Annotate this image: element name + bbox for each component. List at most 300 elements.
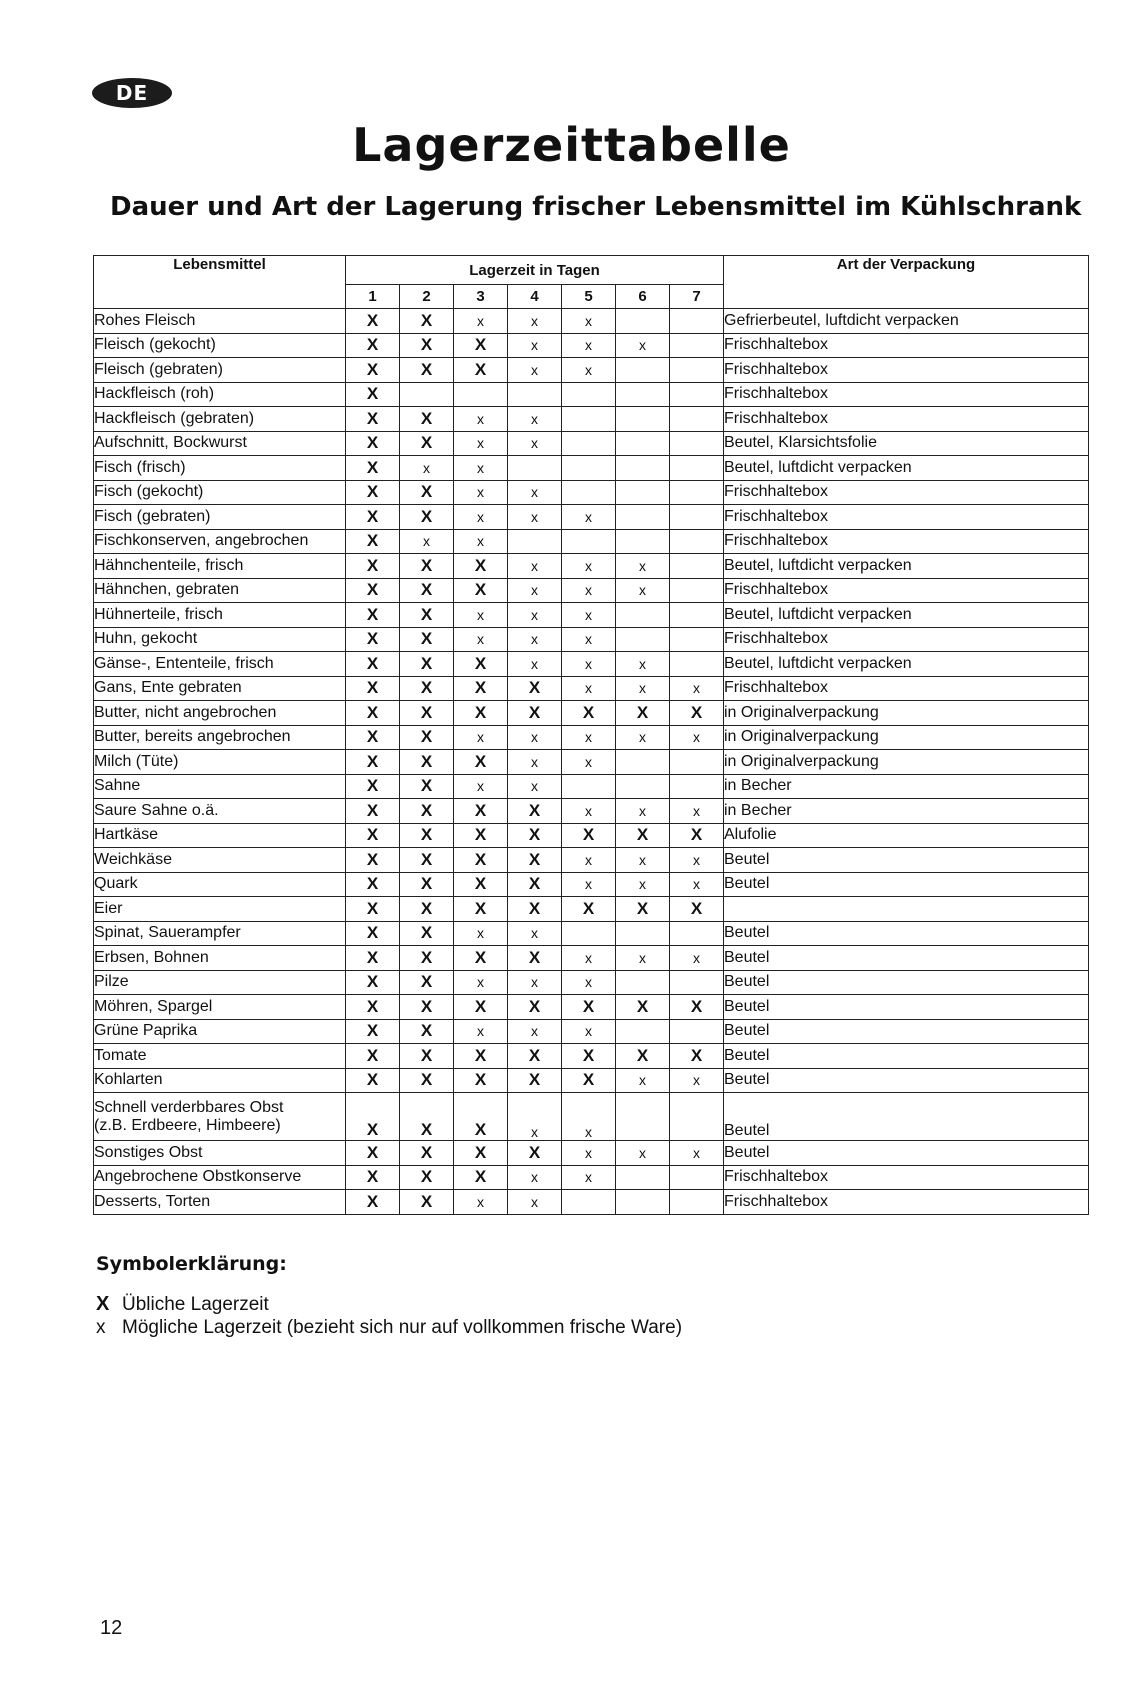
packaging-cell: Frischhaltebox [724, 578, 1089, 603]
packaging-cell: Beutel [724, 1044, 1089, 1069]
table-row [94, 774, 1089, 799]
food-cell [94, 1190, 346, 1215]
food-name: Möhren, Spargel [94, 997, 213, 1015]
mark-day-1: X [346, 799, 400, 824]
mark-day-6: x [616, 676, 670, 701]
packaging-cell: Frischhaltebox [724, 505, 1089, 530]
mark-day-7 [670, 456, 724, 481]
table-row [94, 505, 1089, 530]
table-row [94, 946, 1089, 971]
food-name: Sahne [94, 777, 141, 795]
mark-day-6: x [616, 946, 670, 971]
food-cell [94, 382, 346, 407]
mark-day-4: x [508, 333, 562, 358]
mark-day-3: X [454, 1044, 508, 1069]
mark-day-7: X [670, 897, 724, 922]
mark-day-1: X [346, 652, 400, 677]
food-name: Hähnchenteile, frisch [94, 556, 244, 574]
day-header: 5 [562, 285, 616, 309]
food-cell [94, 897, 346, 922]
food-name: Hartkäse [94, 826, 159, 844]
mark-day-3: X [454, 333, 508, 358]
mark-day-3: X [454, 848, 508, 873]
mark-day-4: X [508, 1068, 562, 1093]
mark-day-2: X [400, 1141, 454, 1166]
mark-day-7 [670, 382, 724, 407]
table-row [94, 456, 1089, 481]
mark-day-6: x [616, 554, 670, 579]
food-name: Angebrochene Obstkonserve [94, 1168, 302, 1186]
mark-day-1: X [346, 505, 400, 530]
mark-day-2: X [400, 431, 454, 456]
food-name: Weichkäse [94, 850, 172, 868]
table-row [94, 480, 1089, 505]
mark-day-3: X [454, 1093, 508, 1141]
mark-day-4: X [508, 823, 562, 848]
mark-day-2: X [400, 1019, 454, 1044]
mark-day-7: x [670, 848, 724, 873]
language-badge: DE [92, 78, 172, 108]
mark-day-6 [616, 431, 670, 456]
mark-day-7 [670, 505, 724, 530]
mark-day-5: x [562, 309, 616, 334]
mark-day-6 [616, 456, 670, 481]
mark-day-3: X [454, 1068, 508, 1093]
column-header-packaging: Art der Verpackung [724, 256, 1089, 309]
legend-text: Mögliche Lagerzeit (bezieht sich nur auf vollkommen frische Ware) [122, 1317, 683, 1338]
mark-day-5: x [562, 1165, 616, 1190]
mark-day-7 [670, 431, 724, 456]
food-name: Rohes Fleisch [94, 311, 196, 329]
mark-day-7: x [670, 1068, 724, 1093]
food-name: Spinat, Sauerampfer [94, 924, 241, 942]
mark-day-4: x [508, 309, 562, 334]
mark-day-4: x [508, 505, 562, 530]
mark-day-6: x [616, 799, 670, 824]
food-cell [94, 848, 346, 873]
mark-day-4: x [508, 921, 562, 946]
food-name: Aufschnitt, Bockwurst [94, 434, 247, 452]
food-cell [94, 725, 346, 750]
food-name: Gans, Ente gebraten [94, 679, 242, 697]
mark-day-1: X [346, 897, 400, 922]
packaging-cell: Beutel, luftdicht verpacken [724, 603, 1089, 628]
packaging-cell [724, 897, 1089, 922]
mark-day-5: x [562, 603, 616, 628]
mark-day-3: x [454, 603, 508, 628]
mark-day-5: x [562, 333, 616, 358]
mark-day-4: x [508, 750, 562, 775]
packaging-cell: Beutel [724, 848, 1089, 873]
mark-day-2: X [400, 799, 454, 824]
food-cell [94, 333, 346, 358]
mark-day-3: x [454, 725, 508, 750]
table-row [94, 603, 1089, 628]
mark-day-7 [670, 603, 724, 628]
food-name: Fisch (frisch) [94, 458, 186, 476]
packaging-cell: Frischhaltebox [724, 333, 1089, 358]
mark-day-7 [670, 750, 724, 775]
table-row [94, 333, 1089, 358]
mark-day-4: x [508, 652, 562, 677]
mark-day-1: X [346, 1019, 400, 1044]
mark-day-2: X [400, 823, 454, 848]
mark-day-1: X [346, 946, 400, 971]
food-name: Butter, nicht angebrochen [94, 703, 277, 721]
food-name: Eier [94, 899, 123, 917]
mark-day-1: X [346, 701, 400, 726]
mark-day-5: x [562, 554, 616, 579]
mark-day-7 [670, 554, 724, 579]
mark-day-7 [670, 921, 724, 946]
food-cell [94, 431, 346, 456]
mark-day-2: X [400, 774, 454, 799]
mark-day-2: x [400, 529, 454, 554]
table-row [94, 407, 1089, 432]
table-row [94, 358, 1089, 383]
food-name: Milch (Tüte) [94, 752, 179, 770]
mark-day-2: X [400, 1068, 454, 1093]
packaging-cell: Alufolie [724, 823, 1089, 848]
mark-day-1: X [346, 970, 400, 995]
table-row [94, 1165, 1089, 1190]
mark-day-6: X [616, 823, 670, 848]
mark-day-1: X [346, 382, 400, 407]
food-name: Sonstiges Obst [94, 1143, 203, 1161]
mark-day-7: x [670, 872, 724, 897]
mark-day-3: X [454, 897, 508, 922]
mark-day-3: X [454, 799, 508, 824]
packaging-cell: Beutel [724, 995, 1089, 1020]
table-row [94, 1190, 1089, 1215]
mark-day-2: X [400, 333, 454, 358]
mark-day-3: x [454, 1019, 508, 1044]
mark-day-6 [616, 774, 670, 799]
packaging-cell: Frischhaltebox [724, 382, 1089, 407]
packaging-cell: in Originalverpackung [724, 725, 1089, 750]
mark-day-4: x [508, 554, 562, 579]
mark-day-3: x [454, 774, 508, 799]
mark-day-5: x [562, 1019, 616, 1044]
table-row [94, 382, 1089, 407]
mark-day-3: X [454, 358, 508, 383]
mark-day-2: X [400, 1044, 454, 1069]
day-header: 2 [400, 285, 454, 309]
mark-day-4: X [508, 676, 562, 701]
mark-day-5: x [562, 578, 616, 603]
food-cell [94, 970, 346, 995]
food-name: Saure Sahne o.ä. [94, 801, 219, 819]
packaging-cell: Frischhaltebox [724, 627, 1089, 652]
mark-day-7: x [670, 1141, 724, 1166]
day-header: 6 [616, 285, 670, 309]
mark-day-7: X [670, 823, 724, 848]
mark-day-2: X [400, 407, 454, 432]
mark-day-4: x [508, 1165, 562, 1190]
table-row [94, 725, 1089, 750]
mark-day-7 [670, 970, 724, 995]
packaging-cell: Beutel [724, 1093, 1089, 1141]
mark-day-6: X [616, 1044, 670, 1069]
mark-day-2: X [400, 652, 454, 677]
mark-day-4: x [508, 603, 562, 628]
mark-day-3: X [454, 578, 508, 603]
food-cell [94, 1141, 346, 1166]
food-cell [94, 505, 346, 530]
food-cell [94, 676, 346, 701]
food-cell [94, 407, 346, 432]
mark-day-4 [508, 529, 562, 554]
mark-day-1: X [346, 872, 400, 897]
packaging-cell: in Becher [724, 799, 1089, 824]
food-name: Gänse-, Ententeile, frisch [94, 654, 274, 672]
mark-day-1: X [346, 529, 400, 554]
mark-day-7: x [670, 725, 724, 750]
mark-day-1: X [346, 725, 400, 750]
food-name: Fisch (gekocht) [94, 483, 204, 501]
food-cell [94, 946, 346, 971]
mark-day-2: X [400, 1165, 454, 1190]
mark-day-3: X [454, 1165, 508, 1190]
mark-day-6: X [616, 701, 670, 726]
mark-day-6 [616, 750, 670, 775]
food-name: Hähnchen, gebraten [94, 581, 239, 599]
legend-text: Übliche Lagerzeit [122, 1294, 269, 1315]
mark-day-1: X [346, 676, 400, 701]
mark-day-2: x [400, 456, 454, 481]
table-row [94, 676, 1089, 701]
food-cell [94, 480, 346, 505]
food-name: Quark [94, 875, 138, 893]
packaging-cell: in Originalverpackung [724, 701, 1089, 726]
food-cell [94, 995, 346, 1020]
mark-day-1: X [346, 1190, 400, 1215]
page-subtitle: Dauer und Art der Lagerung frischer Lebensmittel im Kühlschrank [110, 192, 1082, 222]
mark-day-7 [670, 529, 724, 554]
mark-day-2: X [400, 946, 454, 971]
mark-day-1: X [346, 1068, 400, 1093]
mark-day-7 [670, 774, 724, 799]
mark-day-4 [508, 382, 562, 407]
legend-symbol: x [96, 1317, 106, 1338]
mark-day-2: X [400, 578, 454, 603]
food-name: Erbsen, Bohnen [94, 948, 209, 966]
mark-day-5: x [562, 725, 616, 750]
mark-day-7 [670, 333, 724, 358]
table-row [94, 921, 1089, 946]
food-cell [94, 1165, 346, 1190]
table-row [94, 1044, 1089, 1069]
packaging-cell: Beutel, luftdicht verpacken [724, 652, 1089, 677]
packaging-cell: Frischhaltebox [724, 480, 1089, 505]
mark-day-6: X [616, 897, 670, 922]
page-number: 12 [100, 1617, 123, 1639]
mark-day-1: X [346, 823, 400, 848]
food-name: Schnell verderbbares Obst [94, 1098, 284, 1116]
table-row [94, 431, 1089, 456]
day-header: 1 [346, 285, 400, 309]
food-name: Fischkonserven, angebrochen [94, 532, 309, 550]
mark-day-1: X [346, 333, 400, 358]
mark-day-2: X [400, 480, 454, 505]
mark-day-5 [562, 480, 616, 505]
mark-day-2: X [400, 627, 454, 652]
mark-day-4: X [508, 872, 562, 897]
mark-day-6 [616, 1190, 670, 1215]
mark-day-2: X [400, 309, 454, 334]
food-name: Pilze [94, 973, 129, 991]
mark-day-2: X [400, 1093, 454, 1141]
packaging-cell: Beutel [724, 1019, 1089, 1044]
mark-day-2: X [400, 725, 454, 750]
day-header: 4 [508, 285, 562, 309]
legend-item-possible [96, 1317, 682, 1339]
mark-day-6 [616, 407, 670, 432]
mark-day-6: x [616, 725, 670, 750]
food-name: Grüne Paprika [94, 1022, 198, 1040]
mark-day-2: X [400, 995, 454, 1020]
food-cell [94, 578, 346, 603]
mark-day-7: X [670, 995, 724, 1020]
table-row [94, 970, 1089, 995]
mark-day-6 [616, 382, 670, 407]
packaging-cell: Beutel [724, 946, 1089, 971]
mark-day-1: X [346, 848, 400, 873]
mark-day-4: x [508, 431, 562, 456]
mark-day-3: x [454, 970, 508, 995]
mark-day-2: X [400, 358, 454, 383]
mark-day-5 [562, 382, 616, 407]
table-row [94, 701, 1089, 726]
mark-day-5: x [562, 946, 616, 971]
mark-day-1: X [346, 456, 400, 481]
mark-day-6 [616, 970, 670, 995]
mark-day-1: X [346, 921, 400, 946]
mark-day-6: x [616, 848, 670, 873]
food-cell [94, 603, 346, 628]
mark-day-6 [616, 627, 670, 652]
mark-day-1: X [346, 627, 400, 652]
mark-day-3: x [454, 456, 508, 481]
mark-day-5: x [562, 970, 616, 995]
food-name: Hackfleisch (roh) [94, 385, 215, 403]
packaging-cell: Frischhaltebox [724, 407, 1089, 432]
mark-day-7 [670, 578, 724, 603]
table-row [94, 529, 1089, 554]
table-row [94, 578, 1089, 603]
mark-day-3: x [454, 1190, 508, 1215]
mark-day-3: X [454, 995, 508, 1020]
mark-day-5: x [562, 750, 616, 775]
mark-day-3 [454, 382, 508, 407]
day-header: 7 [670, 285, 724, 309]
mark-day-2: X [400, 872, 454, 897]
legend-item-usual [96, 1293, 269, 1316]
food-cell [94, 701, 346, 726]
mark-day-5 [562, 407, 616, 432]
mark-day-4: x [508, 725, 562, 750]
mark-day-3: x [454, 505, 508, 530]
mark-day-7: X [670, 1044, 724, 1069]
food-name: Fleisch (gekocht) [94, 336, 216, 354]
mark-day-7 [670, 1093, 724, 1141]
mark-day-4: X [508, 1044, 562, 1069]
mark-day-5: x [562, 676, 616, 701]
table-row [94, 554, 1089, 579]
food-name: Hühnerteile, frisch [94, 605, 223, 623]
packaging-cell: Beutel [724, 970, 1089, 995]
mark-day-4: x [508, 627, 562, 652]
mark-day-7 [670, 480, 724, 505]
food-name: Butter, bereits angebrochen [94, 728, 291, 746]
mark-day-1: X [346, 578, 400, 603]
mark-day-1: X [346, 774, 400, 799]
mark-day-2: X [400, 750, 454, 775]
food-name: Tomate [94, 1046, 147, 1064]
mark-day-7: X [670, 701, 724, 726]
mark-day-4: x [508, 480, 562, 505]
mark-day-4: X [508, 848, 562, 873]
food-name: Kohlarten [94, 1071, 163, 1089]
food-cell [94, 652, 346, 677]
mark-day-7 [670, 358, 724, 383]
table-row [94, 309, 1089, 334]
mark-day-6 [616, 1019, 670, 1044]
mark-day-5 [562, 921, 616, 946]
day-header: 3 [454, 285, 508, 309]
mark-day-1: X [346, 480, 400, 505]
mark-day-2: X [400, 897, 454, 922]
legend-title: Symbolerklärung: [96, 1253, 287, 1275]
table-row [94, 995, 1089, 1020]
mark-day-2: X [400, 970, 454, 995]
mark-day-4 [508, 456, 562, 481]
mark-day-4: x [508, 774, 562, 799]
food-name: Desserts, Torten [94, 1192, 211, 1210]
mark-day-4: x [508, 407, 562, 432]
mark-day-3: x [454, 407, 508, 432]
mark-day-7 [670, 407, 724, 432]
mark-day-6 [616, 480, 670, 505]
mark-day-5: x [562, 627, 616, 652]
mark-day-3: X [454, 652, 508, 677]
packaging-cell: Beutel, Klarsichtsfolie [724, 431, 1089, 456]
mark-day-3: x [454, 431, 508, 456]
mark-day-3: X [454, 872, 508, 897]
mark-day-6 [616, 505, 670, 530]
table-row [94, 1093, 1089, 1141]
food-cell [94, 799, 346, 824]
food-cell [94, 529, 346, 554]
mark-day-5: x [562, 1093, 616, 1141]
mark-day-6 [616, 309, 670, 334]
mark-day-2: X [400, 848, 454, 873]
table-row [94, 1068, 1089, 1093]
mark-day-3: x [454, 921, 508, 946]
mark-day-7 [670, 1190, 724, 1215]
mark-day-5: x [562, 358, 616, 383]
mark-day-5: X [562, 995, 616, 1020]
mark-day-5: X [562, 701, 616, 726]
mark-day-2: X [400, 1190, 454, 1215]
mark-day-6 [616, 1093, 670, 1141]
mark-day-3: X [454, 701, 508, 726]
mark-day-5: x [562, 1141, 616, 1166]
mark-day-4: x [508, 358, 562, 383]
mark-day-5: x [562, 505, 616, 530]
food-name: Hackfleisch (gebraten) [94, 409, 255, 427]
packaging-cell: Beutel, luftdicht verpacken [724, 456, 1089, 481]
